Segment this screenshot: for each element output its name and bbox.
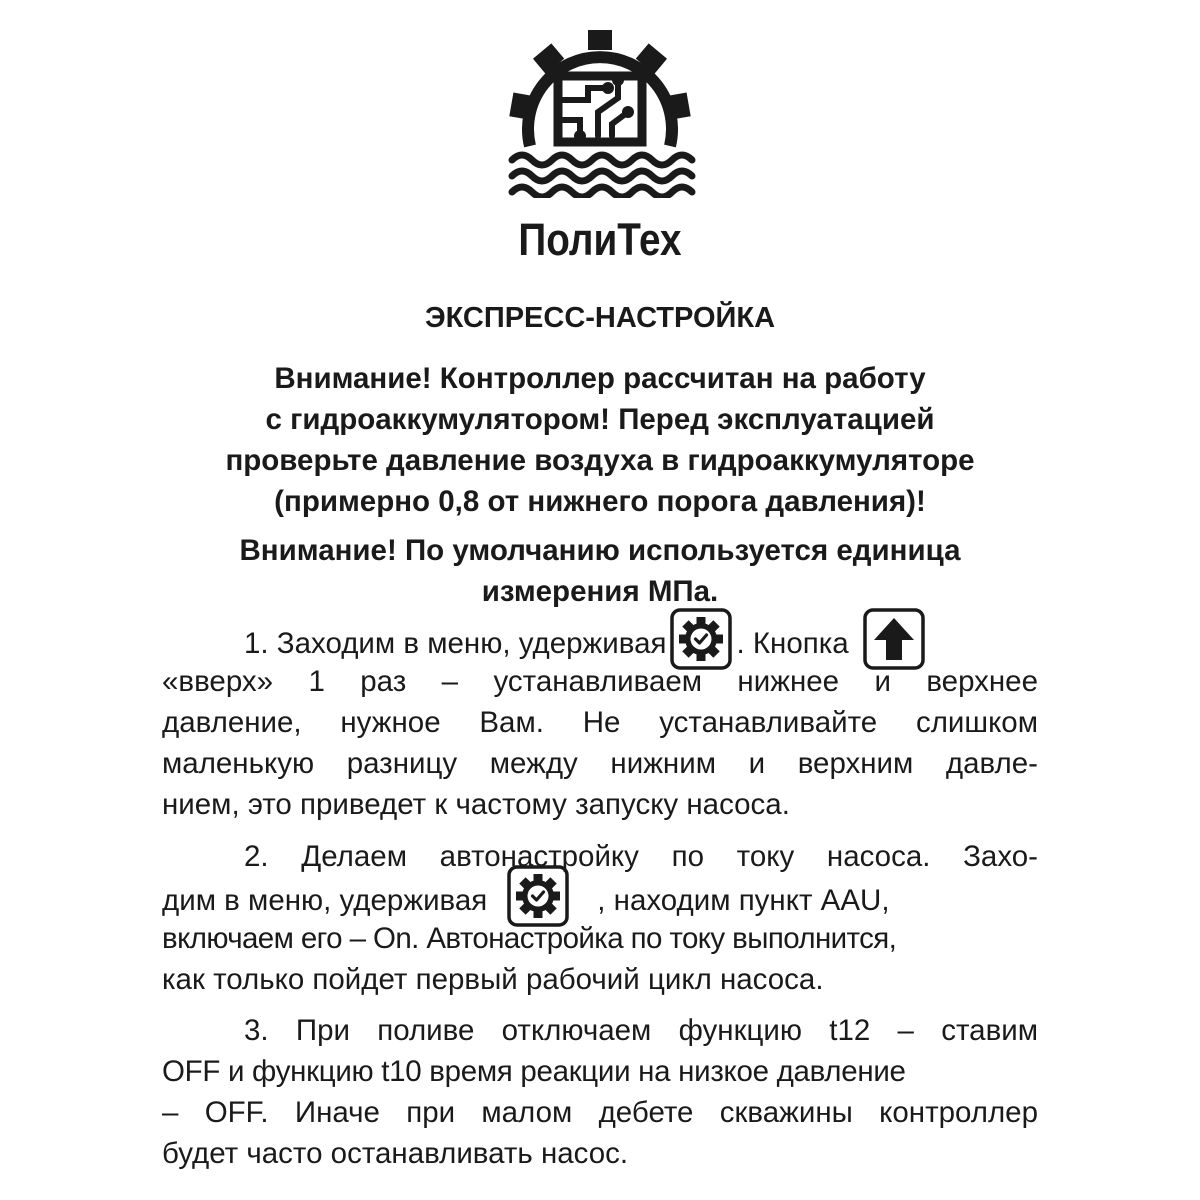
warning-line: с гидроаккумулятором! Перед эксплуатацией: [265, 403, 935, 436]
warning-block-1: [0, 358, 1200, 522]
step-1-line-4: маленькую разницу между нижним и верхним давле-: [162, 747, 1038, 780]
step-1: [162, 620, 1038, 825]
warning-line: Внимание! По умолчанию используется единица: [239, 534, 961, 567]
step-2: [162, 836, 1038, 1000]
step-1-line-1: [162, 620, 1038, 661]
step-3-line-2: OFF и функцию t10 время реакции на низкое давление: [162, 1055, 906, 1088]
gear-circuit-waves-logo-icon: [500, 28, 700, 198]
step-3-line-3: – OFF. Иначе при малом дебете скважины контроллер: [162, 1096, 1038, 1129]
step-2-line-2: [162, 877, 1038, 918]
step-text: дим в меню, удерживая: [162, 883, 488, 917]
step-text: . Кнопка: [736, 626, 849, 660]
page-title: ЭКСПРЕСС-НАСТРОЙКА: [424, 302, 776, 334]
step-3: [162, 1010, 1038, 1174]
step-2-line-1: 2. Делаем автонастройку по току насоса. Захо-: [244, 840, 1038, 873]
step-2-line-3: включаем его – On. Автонастройка по току выполнится,: [162, 922, 897, 955]
step-1-line-3: давление, нужное Вам. Не устанавливайте слишком: [162, 706, 1038, 739]
warning-line: проверьте давление воздуха в гидроаккумуляторе: [225, 444, 975, 477]
warning-block-2: [0, 530, 1200, 612]
step-text: , находим пункт AAU,: [597, 883, 890, 917]
warning-line: измерения МПа.: [481, 575, 719, 608]
step-3-line-1: 3. При поливе отключаем функцию t12 – ставим: [244, 1014, 1038, 1047]
company-logo: [500, 28, 700, 265]
step-3-line-4: будет часто останавливать насос.: [162, 1137, 629, 1170]
step-text: 1. Заходим в меню, удерживая: [244, 626, 667, 660]
step-1-line-2: «вверх» 1 раз – устанавливаем нижнее и верхнее: [162, 665, 1038, 698]
step-2-line-4: как только пойдет первый рабочий цикл насоса.: [162, 963, 824, 996]
step-1-line-5: нием, это приведет к частому запуску насоса.: [162, 788, 790, 821]
warning-line: (примерно 0,8 от нижнего порога давления)!: [274, 485, 926, 518]
brand-name: ПолиТех: [518, 214, 682, 265]
warning-line: Внимание! Контроллер рассчитан на работу: [274, 362, 926, 395]
